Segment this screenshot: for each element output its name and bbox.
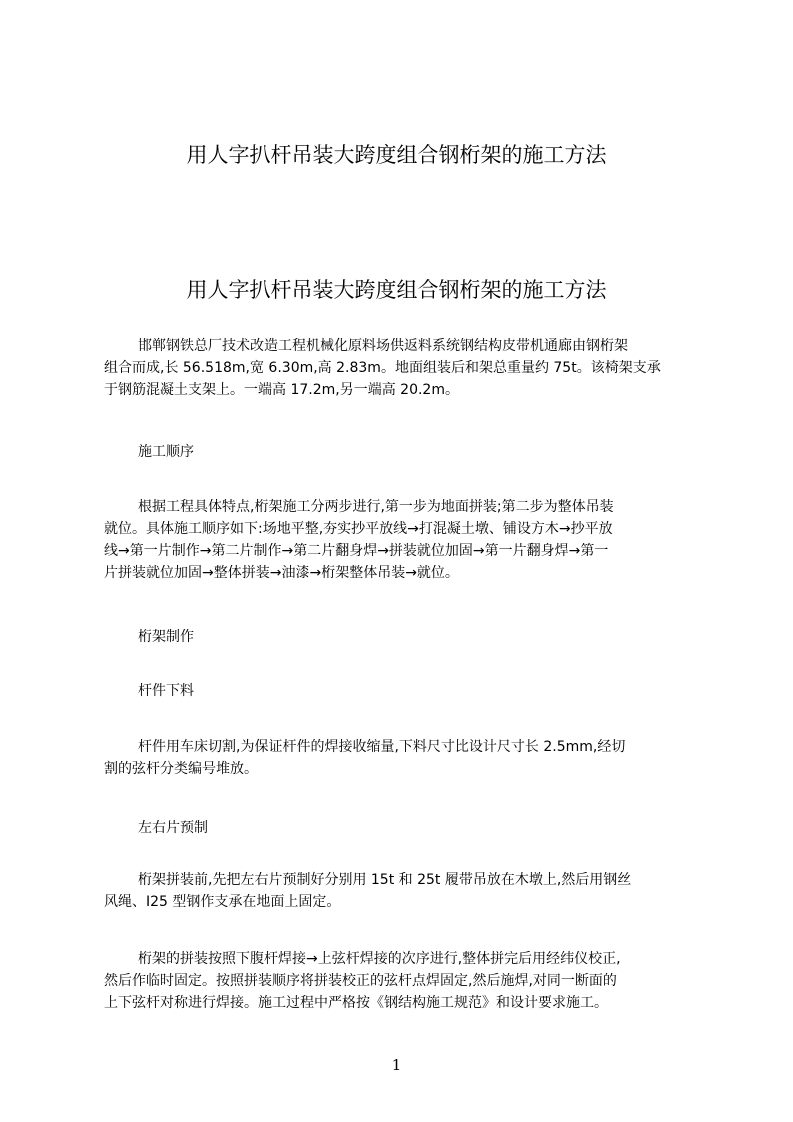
heading-left-right-prefab: 左右片预制 (138, 820, 208, 836)
intro-paragraph: 邯郸钢铁总厂技术改造工程机械化原料场供返料系统钢结构皮带机通廊由钢桁架 组合而成,长 56.518m,宽 6.30m,高 2.83m。地面组装后和架总重量约 75t。该椅架支承 于钢筋混凝土支架上。一端高 17.2m,另一端高 20.2m。 (104, 338, 661, 398)
heading-member-cutting: 杆件下料 (138, 683, 194, 699)
assembly-paragraph: 桁架的拼装按照下腹杆焊接→上弦杆焊接的次序进行,整体拼完后用经纬仪校正, 然后作临时固定。按照拼装顺序将拼装校正的弦杆点焊固定,然后施焊,对同一断面的 上下弦杆对称进行焊接。施工过程中严格按《钢结构施工规范》和设计要求施工。 (104, 951, 621, 1011)
cutting-paragraph: 杆件用车床切割,为保证杆件的焊接收缩量,下料尺寸比设计尺寸长 2.5mm,经切 割的弦杆分类编号堆放。 (104, 739, 626, 777)
document-title: 用人字扒杆吊装大跨度组合钢桁架的施工方法 (186, 278, 607, 302)
heading-construction-sequence: 施工顺序 (138, 444, 194, 460)
sequence-paragraph: 根据工程具体特点,桁架施工分两步进行,第一步为地面拼装;第二步为整体吊装 就位。具体施工顺序如下:场地平整,夯实抄平放线→打混凝土墩、铺设方木→抄平放 线→第一片制作→第二片制作→第二片翻身焊→拼装就位加固→第一片翻身焊→第一 片拼装就位加固→整体拼装→油漆→桁架整体吊装→就位。 (104, 499, 614, 581)
heading-truss-fabrication: 桁架制作 (138, 629, 194, 645)
prefab-paragraph: 桁架拼装前,先把左右片预制好分别用 15t 和 25t 履带吊放在木墩上,然后用钢丝 风绳、I25 型钢作支承在地面上固定。 (104, 872, 632, 910)
page-number: 1 (391, 1056, 402, 1074)
document-header-title: 用人字扒杆吊装大跨度组合钢桁架的施工方法 (186, 143, 607, 167)
